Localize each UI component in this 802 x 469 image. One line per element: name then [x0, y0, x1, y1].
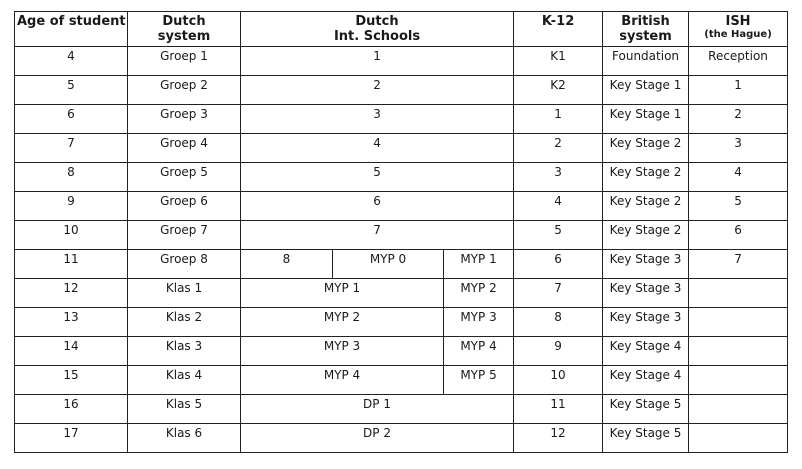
table-row	[15, 308, 788, 337]
cell-dutch: Klas 5	[128, 395, 241, 424]
cell-dis: 5	[241, 163, 514, 192]
cell-k12: 12	[514, 424, 603, 453]
table-row	[15, 163, 788, 192]
cell-k12: 11	[514, 395, 603, 424]
header-row	[15, 12, 788, 47]
cell-ish: 7	[689, 250, 788, 279]
header-dutch-system: Dutch system	[128, 12, 241, 47]
cell-ish: 2	[689, 105, 788, 134]
cell-k12: 5	[514, 221, 603, 250]
cell-dutch: Groep 2	[128, 76, 241, 105]
cell-k12: 4	[514, 192, 603, 221]
table-row	[15, 105, 788, 134]
cell-dutch: Groep 7	[128, 221, 241, 250]
cell-british: Key Stage 1	[603, 76, 689, 105]
cell-dis: 6	[241, 192, 514, 221]
cell-age: 11	[15, 250, 128, 279]
cell-ish: 5	[689, 192, 788, 221]
cell-ish	[689, 337, 788, 366]
cell-british: Key Stage 2	[603, 134, 689, 163]
cell-ish	[689, 279, 788, 308]
cell-dis-c: MYP 2	[444, 279, 514, 308]
cell-k12: K1	[514, 47, 603, 76]
cell-dutch: Klas 3	[128, 337, 241, 366]
cell-dis: DP 2	[241, 424, 514, 453]
cell-british: Key Stage 2	[603, 163, 689, 192]
table-row	[15, 250, 788, 279]
cell-k12: K2	[514, 76, 603, 105]
cell-dutch: Groep 3	[128, 105, 241, 134]
table-row	[15, 134, 788, 163]
cell-k12: 3	[514, 163, 603, 192]
header-age: Age of student	[15, 12, 128, 47]
cell-dis: 4	[241, 134, 514, 163]
cell-dis-b: MYP 0	[333, 250, 444, 279]
cell-british: Key Stage 4	[603, 366, 689, 395]
cell-ish: Reception	[689, 47, 788, 76]
cell-dis-ab: MYP 1	[241, 279, 444, 308]
cell-british: Key Stage 3	[603, 308, 689, 337]
cell-dis-c: MYP 3	[444, 308, 514, 337]
cell-dutch: Klas 6	[128, 424, 241, 453]
cell-ish: 6	[689, 221, 788, 250]
cell-age: 10	[15, 221, 128, 250]
cell-dis-ab: MYP 4	[241, 366, 444, 395]
table-row	[15, 221, 788, 250]
cell-british: Key Stage 4	[603, 337, 689, 366]
cell-dutch: Groep 6	[128, 192, 241, 221]
cell-ish	[689, 395, 788, 424]
cell-age: 4	[15, 47, 128, 76]
cell-british: Foundation	[603, 47, 689, 76]
cell-age: 14	[15, 337, 128, 366]
cell-dis: 1	[241, 47, 514, 76]
cell-k12: 6	[514, 250, 603, 279]
cell-k12: 8	[514, 308, 603, 337]
table-row	[15, 47, 788, 76]
cell-age: 7	[15, 134, 128, 163]
cell-dutch: Groep 1	[128, 47, 241, 76]
school-system-comparison-table	[14, 11, 788, 453]
cell-dis-c: MYP 1	[444, 250, 514, 279]
cell-british: Key Stage 3	[603, 279, 689, 308]
header-k12: K-12	[514, 12, 603, 47]
table-row	[15, 366, 788, 395]
cell-k12: 2	[514, 134, 603, 163]
cell-dutch: Klas 4	[128, 366, 241, 395]
cell-k12: 1	[514, 105, 603, 134]
header-british-system: British system	[603, 12, 689, 47]
cell-dis-ab: MYP 2	[241, 308, 444, 337]
cell-age: 5	[15, 76, 128, 105]
cell-ish: 1	[689, 76, 788, 105]
table-row	[15, 395, 788, 424]
cell-ish	[689, 424, 788, 453]
cell-age: 16	[15, 395, 128, 424]
cell-dis: 7	[241, 221, 514, 250]
cell-k12: 9	[514, 337, 603, 366]
table-row	[15, 337, 788, 366]
cell-dis: 2	[241, 76, 514, 105]
cell-dis-ab: MYP 3	[241, 337, 444, 366]
cell-age: 9	[15, 192, 128, 221]
header-dutch-int-schools: Dutch Int. Schools	[241, 12, 514, 47]
cell-dis: 3	[241, 105, 514, 134]
cell-dis: DP 1	[241, 395, 514, 424]
table-row	[15, 424, 788, 453]
cell-dutch: Groep 4	[128, 134, 241, 163]
table-row	[15, 279, 788, 308]
cell-age: 13	[15, 308, 128, 337]
cell-ish	[689, 366, 788, 395]
table-row	[15, 192, 788, 221]
cell-age: 17	[15, 424, 128, 453]
cell-k12: 7	[514, 279, 603, 308]
cell-age: 6	[15, 105, 128, 134]
cell-age: 8	[15, 163, 128, 192]
cell-british: Key Stage 2	[603, 192, 689, 221]
cell-dis-c: MYP 4	[444, 337, 514, 366]
cell-ish: 3	[689, 134, 788, 163]
cell-dis-a: 8	[241, 250, 333, 279]
cell-dutch: Klas 2	[128, 308, 241, 337]
cell-ish	[689, 308, 788, 337]
cell-age: 12	[15, 279, 128, 308]
table-row	[15, 76, 788, 105]
cell-age: 15	[15, 366, 128, 395]
cell-british: Key Stage 5	[603, 395, 689, 424]
cell-k12: 10	[514, 366, 603, 395]
cell-dutch: Klas 1	[128, 279, 241, 308]
cell-british: Key Stage 3	[603, 250, 689, 279]
header-ish: ISH (the Hague)	[689, 12, 788, 47]
cell-ish: 4	[689, 163, 788, 192]
cell-british: Key Stage 2	[603, 221, 689, 250]
cell-dis-c: MYP 5	[444, 366, 514, 395]
cell-dutch: Groep 5	[128, 163, 241, 192]
cell-dutch: Groep 8	[128, 250, 241, 279]
cell-british: Key Stage 5	[603, 424, 689, 453]
cell-british: Key Stage 1	[603, 105, 689, 134]
